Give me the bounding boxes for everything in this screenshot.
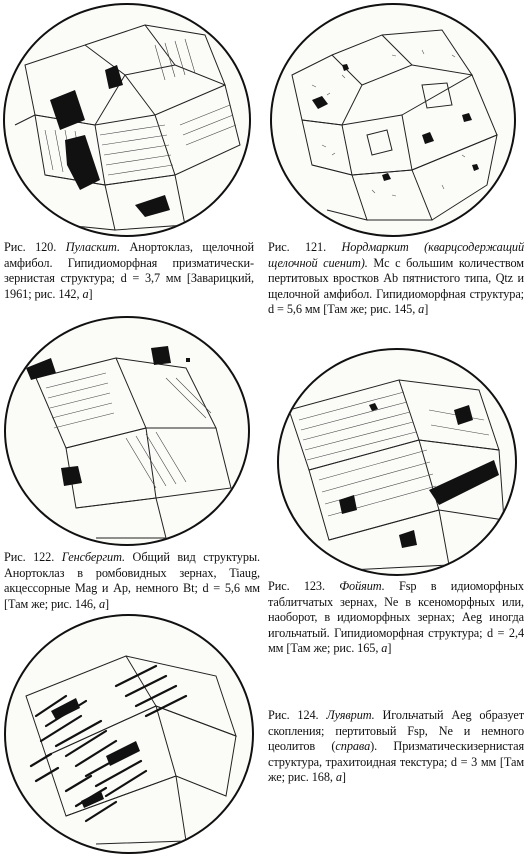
caption-122-source-letter: а [98, 596, 105, 611]
caption-124-rock: Луяврит. [326, 708, 375, 722]
micrograph-120 [3, 3, 251, 237]
caption-120-description: Анортоклаз, щелочной амфибол. Гипидиоморфная призматически-зернистая структура; d = 3,7 мм [Заварицкий, 1961; рис. 142, [4, 240, 254, 301]
caption-122-number: Рис. 122. [4, 550, 55, 564]
caption-124-description-1: Игольчатый Aeg образует скопления; пертитовый Fsp, Ne и немного цеолитов ( [268, 708, 524, 754]
caption-122-rock: Генсбергит. [61, 550, 125, 564]
caption-124-number: Рис. 124. [268, 708, 319, 722]
caption-124-description-italic: справа [335, 739, 371, 754]
micrograph-122 [4, 316, 250, 546]
caption-123-number: Рис. 123. [268, 579, 325, 593]
caption-122 [4, 550, 260, 612]
caption-120 [4, 240, 254, 302]
caption-120-source-end: ] [88, 286, 93, 301]
caption-121-source-letter: а [418, 302, 425, 317]
caption-124-description-2: ). Призматическизернистая структура, трахитоидная текстура; d = 3 мм [Там же; рис. 168, [268, 739, 524, 785]
caption-120-source-letter: а [82, 286, 89, 301]
caption-121-rock: Нордмаркит (кварцсодержащий щелочной сиенит). [268, 240, 524, 270]
caption-124-source-end: ] [341, 770, 346, 785]
caption-123-source-end: ] [387, 641, 392, 656]
micrograph-124 [4, 614, 254, 854]
caption-123-rock: Фойяит. [339, 579, 385, 593]
micrograph-121 [270, 3, 516, 237]
caption-123-source-letter: а [381, 641, 388, 656]
caption-123 [268, 579, 524, 657]
caption-124-source-letter: а [335, 770, 342, 785]
caption-120-rock: Пуласкит. [65, 240, 120, 254]
caption-120-number: Рис. 120. [4, 240, 57, 254]
caption-121-description: Мс с большим количеством пертитовых вростков Ab пятнистого типа, Qtz и щелочной амфибол. Гипидиоморфная структура; d = 5,6 мм [Там же; рис. 145, [268, 255, 524, 317]
caption-122-description: Общий вид структуры. Анортоклаз в ромбовидных зернах, Tiaug, акцессорные Mag и Ap, немного Bt; d = 5,6 мм [Там же; рис. 146, [4, 550, 260, 611]
caption-124 [268, 708, 524, 786]
caption-121 [268, 240, 524, 318]
caption-122-source-end: ] [105, 596, 109, 611]
caption-121-source-end: ] [424, 302, 429, 317]
caption-121-number: Рис. 121. [268, 240, 327, 254]
caption-123-description: Fsp в идиоморфных таблитчатых зернах, Ne в ксеноморфных или, наоборот, в идиоморфных зернах; Aeg иногда игольчатый. Гипидиоморфная структура; d = 2,4 мм [Там же; рис. 165, [268, 579, 524, 656]
micrograph-123 [277, 348, 517, 576]
